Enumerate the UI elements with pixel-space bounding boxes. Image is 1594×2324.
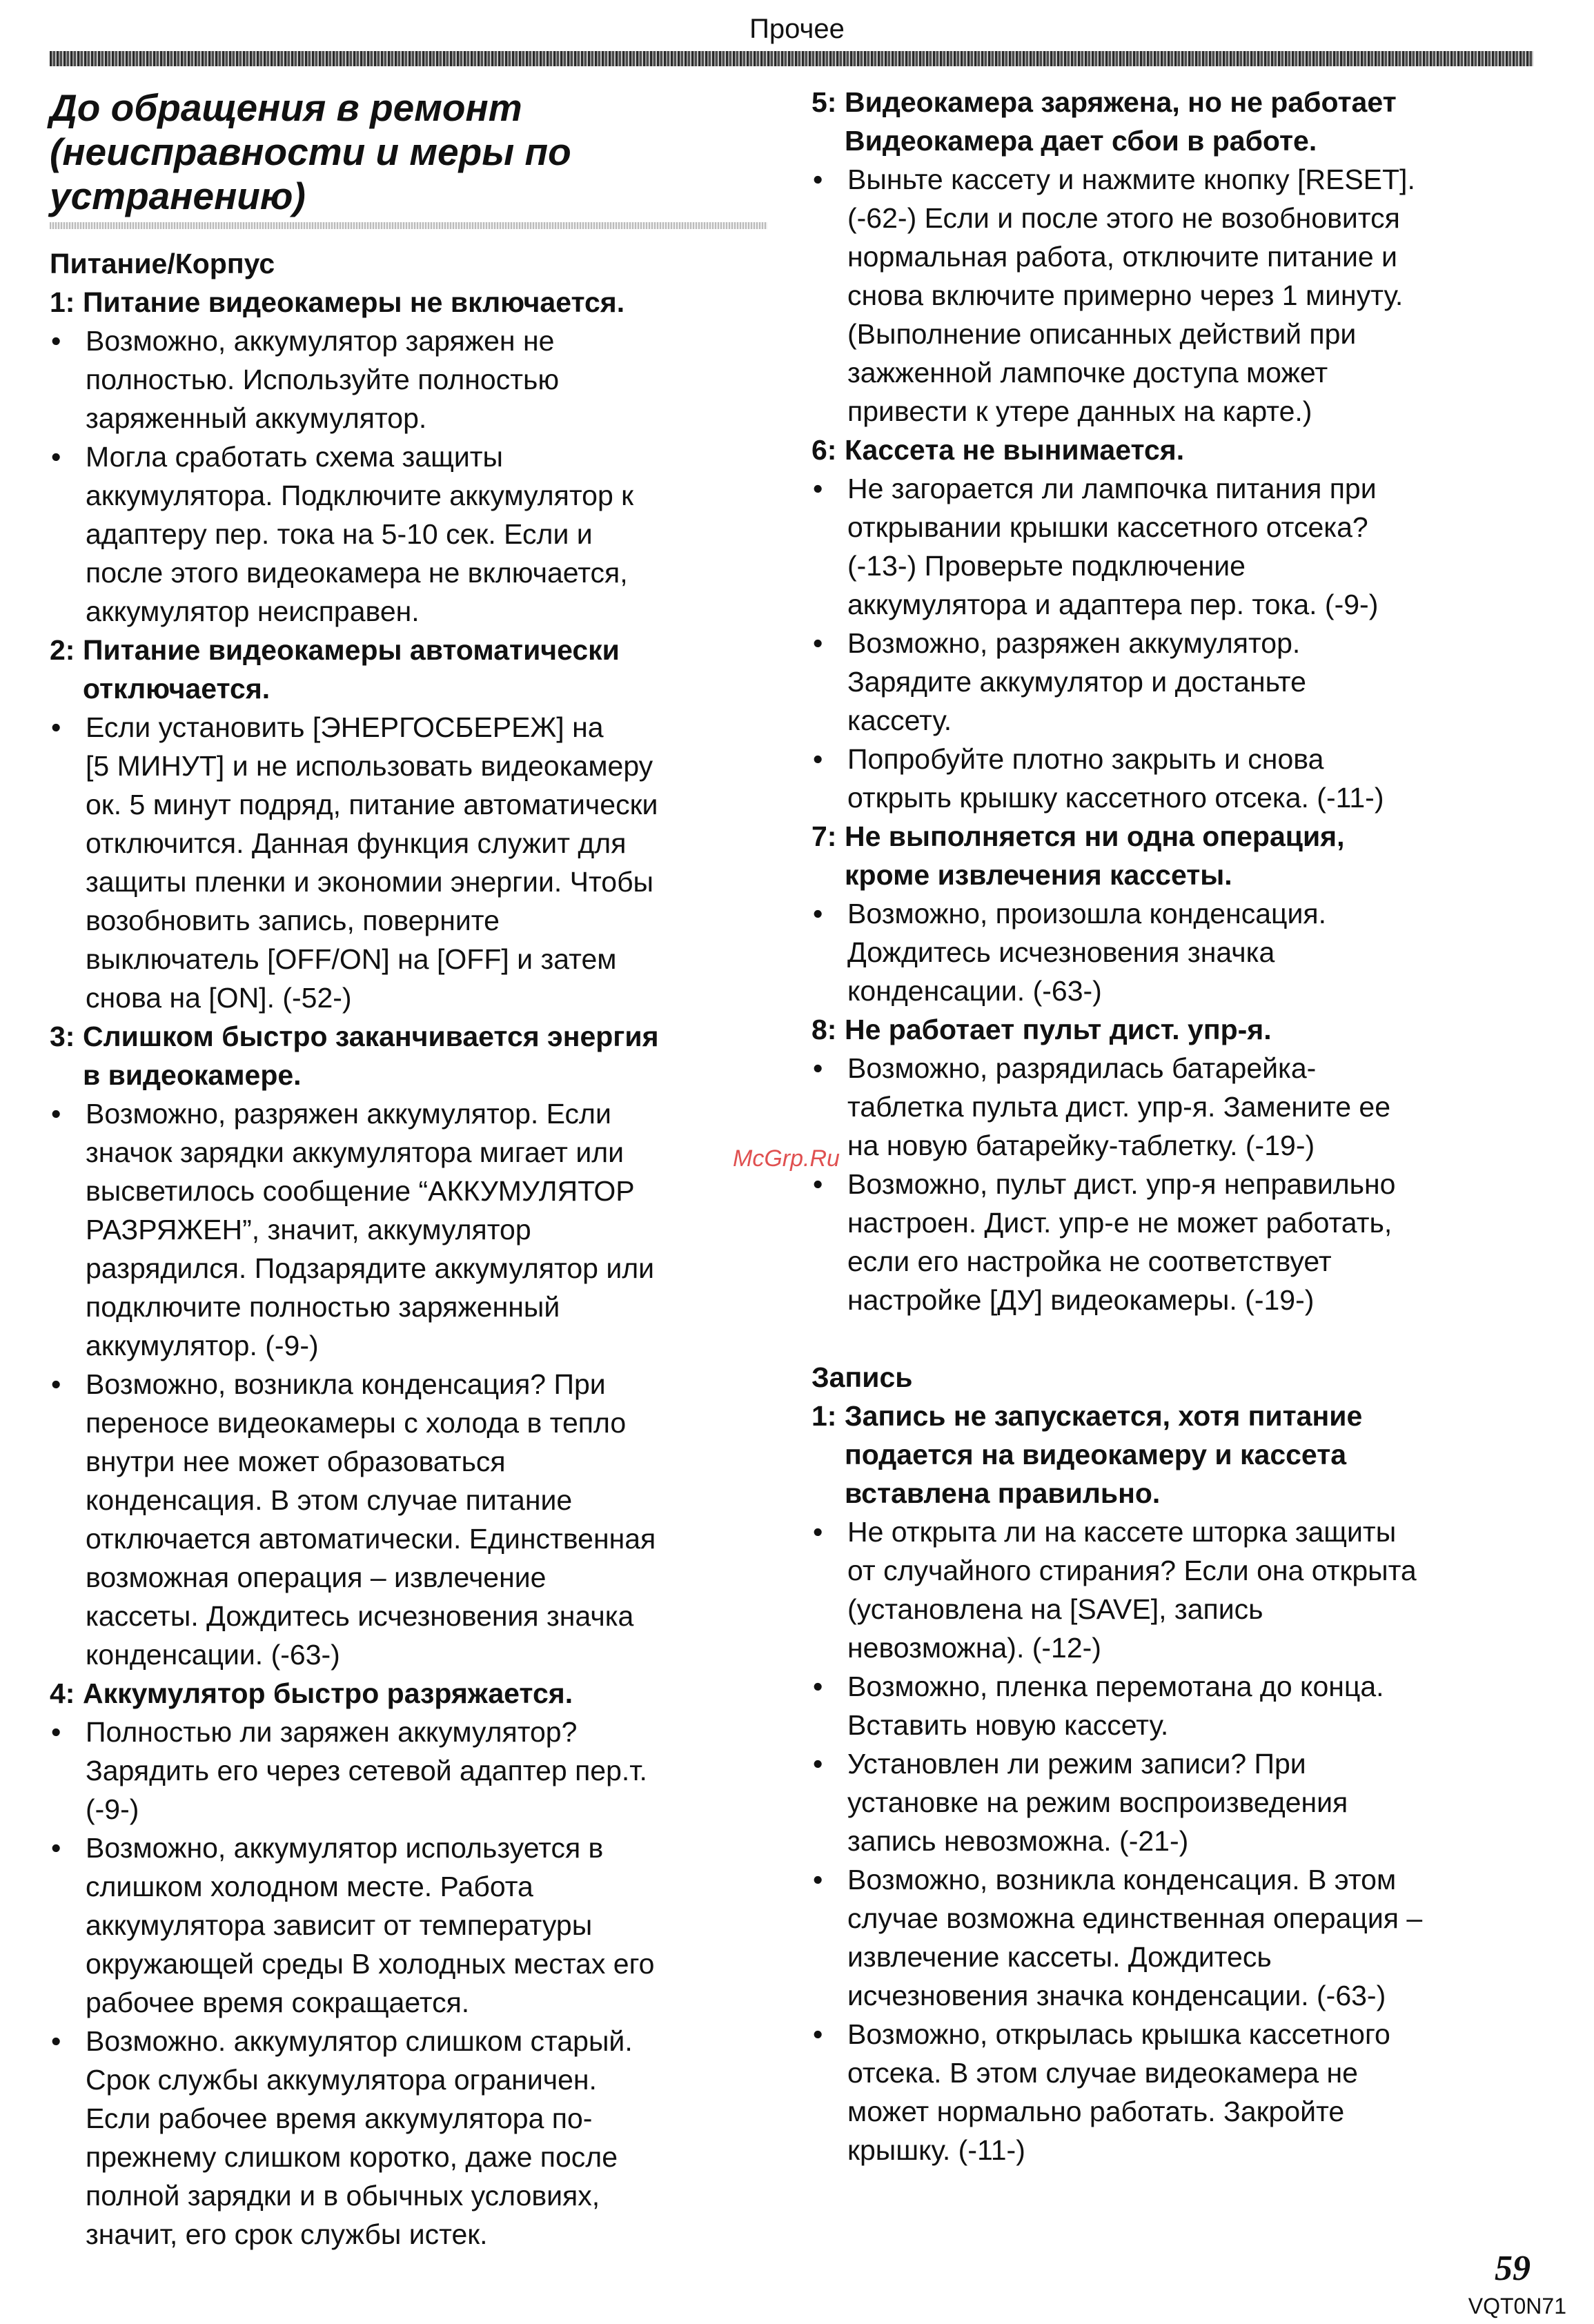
bullet-text: [847, 1513, 1536, 1667]
bullet-line: запись невозможна. (-21-): [847, 1825, 1189, 1857]
issue-heading: [811, 817, 1536, 894]
bullet-line: снова включите примерно через 1 минуту.: [847, 279, 1404, 311]
bullet-text: [847, 1667, 1536, 1744]
bullet-line: Выньте кассету и нажмите кнопку [RESET].: [847, 164, 1415, 195]
bullet-item: [50, 708, 765, 1017]
bullet-item: [811, 624, 1536, 740]
issue-title-line: Не выполняется ни одна операция,: [845, 820, 1345, 852]
bullet-dot-icon: •: [51, 441, 61, 473]
issue-title-line: Аккумулятор быстро разряжается.: [83, 1677, 573, 1709]
bullet-item: [811, 2015, 1536, 2169]
bullet-line: возобновить запись, поверните: [86, 905, 500, 936]
bullet-line: РАЗРЯЖЕН”, значит, аккумулятор: [86, 1214, 531, 1245]
bullet-line: значит, его срок службы истек.: [86, 2218, 488, 2250]
bullet-line: таблетка пульта дист. упр-я. Замените ее: [847, 1091, 1391, 1123]
bullet-line: нормальная работа, отключите питание и: [847, 241, 1397, 273]
bullet-dot-icon: •: [813, 2018, 823, 2050]
bullet-line: Возможно, разрядилась батарейка-: [847, 1052, 1317, 1084]
bullet-dot-icon: •: [51, 2025, 61, 2057]
bullet-text: [847, 469, 1536, 624]
bullet-dot-icon: •: [51, 711, 61, 743]
issue-number: 7:: [811, 820, 837, 852]
bullet-item: [811, 1860, 1536, 2015]
bullet-line: кассеты. Дождитесь исчезновения значка: [86, 1600, 634, 1632]
issue-list: [811, 1397, 1536, 2169]
running-header: Прочее: [749, 14, 845, 44]
bullet-text: [847, 1860, 1536, 2015]
bullet-line: Возможно, возникла конденсация. В этом: [847, 1864, 1397, 1895]
bullet-line: открывании крышки кассетного отсека?: [847, 511, 1368, 543]
bullet-dot-icon: •: [813, 473, 823, 504]
issue-heading: [811, 1010, 1536, 1049]
bullet-line: отключится. Данная функция служит для: [86, 827, 627, 859]
issue-title-line: Питание видеокамеры не включается.: [83, 286, 625, 318]
bullet-line: Зарядить его через сетевой адаптер пер.т.: [86, 1755, 647, 1786]
bullet-line: полностью. Используйте полностью: [86, 364, 560, 395]
issue-heading: [50, 1674, 765, 1713]
section-title-record: Запись: [811, 1361, 913, 1393]
bullet-line: Попробуйте плотно закрыть и снова: [847, 743, 1324, 775]
bullet-dot-icon: •: [813, 1516, 823, 1548]
bullet-line: настроен. Дист. упр-е не может работать,: [847, 1207, 1393, 1239]
issue-list: [811, 83, 1536, 1319]
issue-title: [845, 83, 1536, 160]
bullet-text: [847, 160, 1536, 431]
bullet-dot-icon: •: [51, 1098, 61, 1130]
issue-title: [83, 631, 765, 708]
bullet-text: [847, 1049, 1536, 1165]
issue-title-line: Слишком быстро заканчивается энергия: [83, 1021, 659, 1052]
issue-title-line: кроме извлечения кассеты.: [845, 859, 1232, 891]
issue-title-line: подается на видеокамеру и кассета: [845, 1439, 1347, 1470]
bullet-line: аккумулятора зависит от температуры: [86, 1909, 593, 1941]
issue-title: [83, 1674, 765, 1713]
page-number: 59: [1495, 2249, 1531, 2288]
bullet-item: [50, 2022, 765, 2254]
issue-title: [83, 283, 765, 322]
bullet-text: [847, 1744, 1536, 1860]
bullet-line: Установлен ли режим записи? При: [847, 1748, 1306, 1780]
bullet-dot-icon: •: [813, 1052, 823, 1084]
bullet-line: Вставить новую кассету.: [847, 1709, 1169, 1741]
bullet-line: Возможно. аккумулятор слишком старый.: [86, 2025, 633, 2057]
issue-number: 1:: [811, 1400, 837, 1432]
bullet-line: выключатель [OFF/ON] на [OFF] и затем: [86, 943, 617, 975]
bullet-line: конденсации. (-63-): [86, 1639, 340, 1671]
bullet-line: кассету.: [847, 705, 952, 736]
bullet-line: Возможно, открылась крышка кассетного: [847, 2018, 1390, 2050]
bullet-line: аккумулятор неисправен.: [86, 595, 420, 627]
header-rule: [50, 51, 1533, 66]
bullet-line: переносе видеокамеры с холода в тепло: [86, 1407, 627, 1439]
bullet-line: открыть крышку кассетного отсека. (-11-): [847, 782, 1384, 814]
issue-number: 4:: [50, 1677, 75, 1709]
issue-title: [845, 431, 1536, 469]
issue-title-line: Запись не запускается, хотя питание: [845, 1400, 1363, 1432]
bullet-line: подключите полностью заряженный: [86, 1291, 560, 1323]
bullet-text: [86, 1365, 765, 1674]
bullet-line: привести к утере данных на карте.): [847, 395, 1312, 427]
bullet-line: внутри нее может образоваться: [86, 1446, 506, 1477]
bullet-dot-icon: •: [813, 743, 823, 775]
bullet-line: значок зарядки аккумулятора мигает или: [86, 1136, 624, 1168]
bullet-item: [811, 469, 1536, 624]
bullet-item: [811, 1744, 1536, 1860]
bullet-dot-icon: •: [51, 325, 61, 357]
document-code: VQT0N71: [1468, 2294, 1566, 2318]
bullet-line: ок. 5 минут подряд, питание автоматически: [86, 789, 658, 820]
issue-number: 8:: [811, 1014, 837, 1045]
issue-number: 6:: [811, 434, 837, 466]
bullet-line: после этого видеокамера не включается,: [86, 557, 628, 589]
issue-title-line: Видеокамера дает сбои в работе.: [845, 125, 1317, 157]
bullet-line: от случайного стирания? Если она открыта: [847, 1555, 1417, 1586]
bullet-line: конденсации. (-63-): [847, 975, 1102, 1007]
bullet-dot-icon: •: [51, 1832, 61, 1864]
bullet-line: (-13-) Проверьте подключение: [847, 550, 1246, 582]
bullet-line: разрядился. Подзарядите аккумулятор или: [86, 1252, 655, 1284]
bullet-text: [86, 437, 765, 631]
bullet-line: установке на режим воспроизведения: [847, 1786, 1348, 1818]
issue-list: [50, 283, 765, 2254]
bullet-line: [5 МИНУТ] и не использовать видеокамеру: [86, 750, 653, 782]
bullet-item: [50, 1829, 765, 2022]
bullet-line: полной зарядки и в обычных условиях,: [86, 2180, 600, 2212]
bullet-text: [847, 740, 1536, 817]
issue-title-line: отключается.: [83, 673, 270, 705]
bullet-line: (-9-): [86, 1793, 139, 1825]
issue-title: [845, 1397, 1536, 1513]
bullet-line: рабочее время сокращается.: [86, 1987, 470, 2018]
issue-heading: [50, 631, 765, 708]
section-title-power: Питание/Корпус: [50, 248, 275, 279]
bullet-text: [86, 1094, 765, 1365]
bullet-line: Не открыта ли на кассете шторка защиты: [847, 1516, 1397, 1548]
bullet-item: [811, 740, 1536, 817]
bullet-text: [847, 624, 1536, 740]
issue-title-line: вставлена правильно.: [845, 1477, 1161, 1509]
issue-title: [845, 1010, 1536, 1049]
bullet-line: аккумулятора. Подключите аккумулятор к: [86, 480, 634, 511]
bullet-line: Возможно, пульт дист. упр-я неправильно: [847, 1168, 1396, 1200]
issue-title-line: Не работает пульт дист. упр-я.: [845, 1014, 1272, 1045]
bullet-dot-icon: •: [813, 1864, 823, 1895]
bullet-line: Дождитесь исчезновения значка: [847, 936, 1275, 968]
bullet-text: [86, 708, 765, 1017]
bullet-item: [811, 1667, 1536, 1744]
bullet-line: Возможно, произошла конденсация.: [847, 898, 1327, 929]
left-column: [50, 83, 765, 2254]
bullet-line: окружающей среды В холодных местах его: [86, 1948, 655, 1980]
bullet-line: Возможно, аккумулятор используется в: [86, 1832, 604, 1864]
bullet-line: исчезновения значка конденсации. (-63-): [847, 1980, 1386, 2011]
title-rule: [50, 222, 767, 229]
bullet-dot-icon: •: [51, 1368, 61, 1400]
bullet-line: отсека. В этом случае видеокамера не: [847, 2057, 1358, 2089]
bullet-item: [811, 1165, 1536, 1319]
right-column: [811, 83, 1536, 2169]
bullet-line: конденсация. В этом случае питание: [86, 1484, 573, 1516]
bullet-text: [847, 894, 1536, 1010]
bullet-line: если его настройка не соответствует: [847, 1245, 1332, 1277]
bullet-line: прежнему слишком коротко, даже после: [86, 2141, 618, 2173]
bullet-line: аккумулятора и адаптера пер. тока. (-9-): [847, 589, 1379, 620]
title-line: устранению): [50, 175, 306, 217]
issue-title-line: Питание видеокамеры автоматически: [83, 634, 620, 666]
bullet-line: Возможно, разряжен аккумулятор.: [847, 627, 1301, 659]
bullet-line: может нормально работать. Закройте: [847, 2096, 1345, 2127]
bullet-line: Если установить [ЭНЕРГОСБЕРЕЖ] на: [86, 711, 604, 743]
bullet-line: аккумулятор. (-9-): [86, 1330, 319, 1361]
issue-number: 2:: [50, 634, 75, 666]
bullet-line: зажженной лампочке доступа может: [847, 357, 1328, 388]
bullet-line: Не загорается ли лампочка питания при: [847, 473, 1377, 504]
bullet-dot-icon: •: [51, 1716, 61, 1748]
bullet-line: снова на [ON]. (-52-): [86, 982, 352, 1014]
bullet-item: [811, 160, 1536, 431]
bullet-line: возможная операция – извлечение: [86, 1562, 547, 1593]
bullet-text: [86, 322, 765, 437]
bullet-line: защиты пленки и экономии энергии. Чтобы: [86, 866, 654, 898]
bullet-line: заряженный аккумулятор.: [86, 402, 427, 434]
issue-title-line: Кассета не вынимается.: [845, 434, 1185, 466]
bullet-line: невозможна). (-12-): [847, 1632, 1101, 1664]
bullet-text: [847, 1165, 1536, 1319]
issue-title: [83, 1017, 765, 1094]
bullet-line: Возможно, пленка перемотана до конца.: [847, 1671, 1384, 1702]
bullet-line: настройке [ДУ] видеокамеры. (-19-): [847, 1284, 1315, 1316]
issue-number: 3:: [50, 1021, 75, 1052]
bullet-dot-icon: •: [813, 164, 823, 195]
bullet-line: адаптеру пер. тока на 5-10 сек. Если и: [86, 518, 593, 550]
bullet-line: Срок службы аккумулятора ограничен.: [86, 2064, 597, 2096]
bullet-dot-icon: •: [813, 898, 823, 929]
bullet-text: [86, 1713, 765, 1829]
bullet-item: [50, 322, 765, 437]
page-title: [50, 86, 765, 218]
spacer: [811, 1319, 1536, 1358]
bullet-dot-icon: •: [813, 627, 823, 659]
issue-heading: [50, 283, 765, 322]
bullet-line: Полностью ли заряжен аккумулятор?: [86, 1716, 578, 1748]
bullet-line: на новую батарейку-таблетку. (-19-): [847, 1130, 1315, 1161]
bullet-line: отключается автоматически. Единственная: [86, 1523, 656, 1555]
bullet-line: случае возможна единственная операция –: [847, 1902, 1423, 1934]
bullet-line: Возможно, возникла конденсация? При: [86, 1368, 606, 1400]
bullet-text: [847, 2015, 1536, 2169]
title-line: (неисправности и меры по: [50, 130, 571, 173]
bullet-line: высветилось сообщение “АККУМУЛЯТОР: [86, 1175, 635, 1207]
bullet-item: [50, 437, 765, 631]
bullet-line: (-62-) Если и после этого не возобновится: [847, 202, 1400, 234]
watermark: McGrp.Ru: [733, 1145, 840, 1172]
issue-title: [845, 817, 1536, 894]
bullet-item: [50, 1713, 765, 1829]
issue-heading: [50, 1017, 765, 1094]
bullet-line: (установлена на [SAVE], запись: [847, 1593, 1263, 1625]
bullet-text: [86, 2022, 765, 2254]
bullet-line: Возможно, аккумулятор заряжен не: [86, 325, 555, 357]
bullet-item: [811, 1513, 1536, 1667]
bullet-item: [50, 1094, 765, 1365]
issue-heading: [811, 1397, 1536, 1513]
issue-heading: [811, 83, 1536, 160]
issue-heading: [811, 431, 1536, 469]
issue-title-line: Видеокамера заряжена, но не работает: [845, 86, 1397, 118]
bullet-line: Зарядите аккумулятор и достаньте: [847, 666, 1306, 698]
issue-number: 1:: [50, 286, 75, 318]
bullet-line: крышку. (-11-): [847, 2134, 1025, 2166]
bullet-line: слишком холодном месте. Работа: [86, 1871, 533, 1902]
bullet-item: [811, 1049, 1536, 1165]
bullet-line: Могла сработать схема защиты: [86, 441, 504, 473]
bullet-line: (Выполнение описанных действий при: [847, 318, 1357, 350]
bullet-item: [50, 1365, 765, 1674]
bullet-line: Если рабочее время аккумулятора по-: [86, 2103, 593, 2134]
bullet-dot-icon: •: [813, 1168, 823, 1200]
title-line: До обращения в ремонт: [50, 86, 522, 129]
bullet-line: извлечение кассеты. Дождитесь: [847, 1941, 1272, 1973]
bullet-text: [86, 1829, 765, 2022]
bullet-item: [811, 894, 1536, 1010]
issue-number: 5:: [811, 86, 837, 118]
bullet-dot-icon: •: [813, 1671, 823, 1702]
bullet-line: Возможно, разряжен аккумулятор. Если: [86, 1098, 611, 1130]
bullet-dot-icon: •: [813, 1748, 823, 1780]
issue-title-line: в видеокамере.: [83, 1059, 302, 1091]
